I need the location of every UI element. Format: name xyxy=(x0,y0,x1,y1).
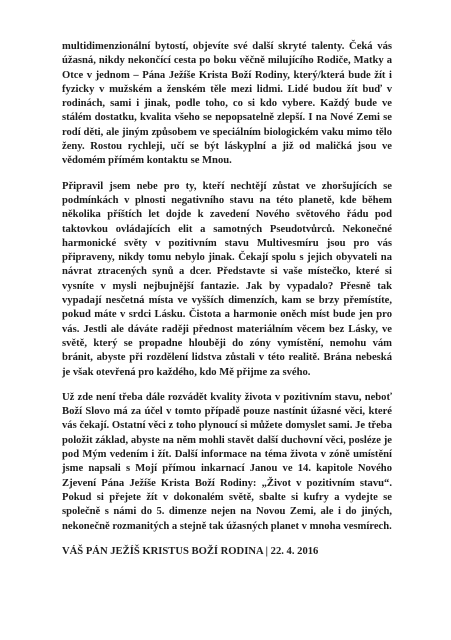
paragraph-3: Už zde není třeba dále rozvádět kvality života v pozitivním stavu, neboť Boží Slovo má za účel v tomto případě pouze nastínit úžasné věci, které vás čekají. Ostatní věci z toho plynoucí si můžete domyslet sami. Je třeba položit základ, abyste na něm mohli stavět další duchovní věci, posléze je pod Mým vedením i žít. Další informace na téma života v zóně umístění jsme napsali s Mojí přímou inkarnací Janou ve 14. kapitole Nového Zjevení Pána Ježíše Krista Boží Rodiny: „Život v pozitivním stavu“. Pokud si přejete žít v dokonalém světě, sbalte si kufry a vydejte se společně s námi do 5. dimenze nejen na Novou Zemi, ale i do jiných, nekonečně rozmanitých a stejně tak úžasných planet v mnoha vesmírech. xyxy=(62,391,392,532)
paragraph-1: multidimenzionální bytostí, objevíte své další skryté talenty. Čeká vás úžasná, nikdy nekončící cesta po boku věčně milujícího Rodiče, Matky a Otce v jednom – Pána Ježíše Krista Boží Rodiny, který/která bude žít i fyzicky v mužském a ženském těle mezi lidmi. Lidé budou žít buď v rodinách, sami i jinak, podle toho, co si kdo vybere. Každý bude ve stálém dostatku, kvalita všeho se nepopsatelně zlepší. I na Nové Zemi se rodí děti, ale jiným způsobem ve speciálním biologickém vaku mimo tělo ženy. Rostou rychleji, učí se být láskyplní a již od maličká jsou ve vědomém přímém kontaktu se Mnou. xyxy=(62,41,392,167)
signature-line: VÁŠ PÁN JEŽÍŠ KRISTUS BOŽÍ RODINA | 22. 4. 2016 xyxy=(62,545,319,557)
paragraph-spacer xyxy=(62,169,392,180)
paragraph-spacer xyxy=(62,534,392,545)
document-page xyxy=(62,40,392,559)
paragraph-2: Připravil jsem nebe pro ty, kteří nechtějí zůstat ve zhoršujících se podmínkách v plnosti negativního stavu na této planetě, kde během několika příštích let dojde k zavedení Nového světového řádu pod taktovkou ovládajících elit a samotných Pseudotvůrců. Nekonečné harmonické světy v pozitivním stavu Multivesmíru jsou pro vás připraveny, nikdy tomu nebylo jinak. Čekají spolu s jejich obyvateli na návrat ztracených synů a dcer. Představte si vaše místečko, které si vysníte v mysli nejbujnější fantazie. Jak by vypadalo? Přesně tak vypadají nesčetná místa ve vyšších dimenzích, kam se brzy přemístíte, pokud máte v srdci Lásku. Čistota a harmonie oněch míst bude jen pro vás. Jestli ale dáváte raději přednost materiálním věcem bez Lásky, ve světě, který se propadne hlouběji do zóny vymístění, nemohu vám bránit, abyste při rozdělení lidstva zůstali v této realitě. Brána nebeská je však otevřená pro každého, kdo Mě přijme za svého. xyxy=(62,180,392,378)
paragraph-spacer xyxy=(62,380,392,391)
